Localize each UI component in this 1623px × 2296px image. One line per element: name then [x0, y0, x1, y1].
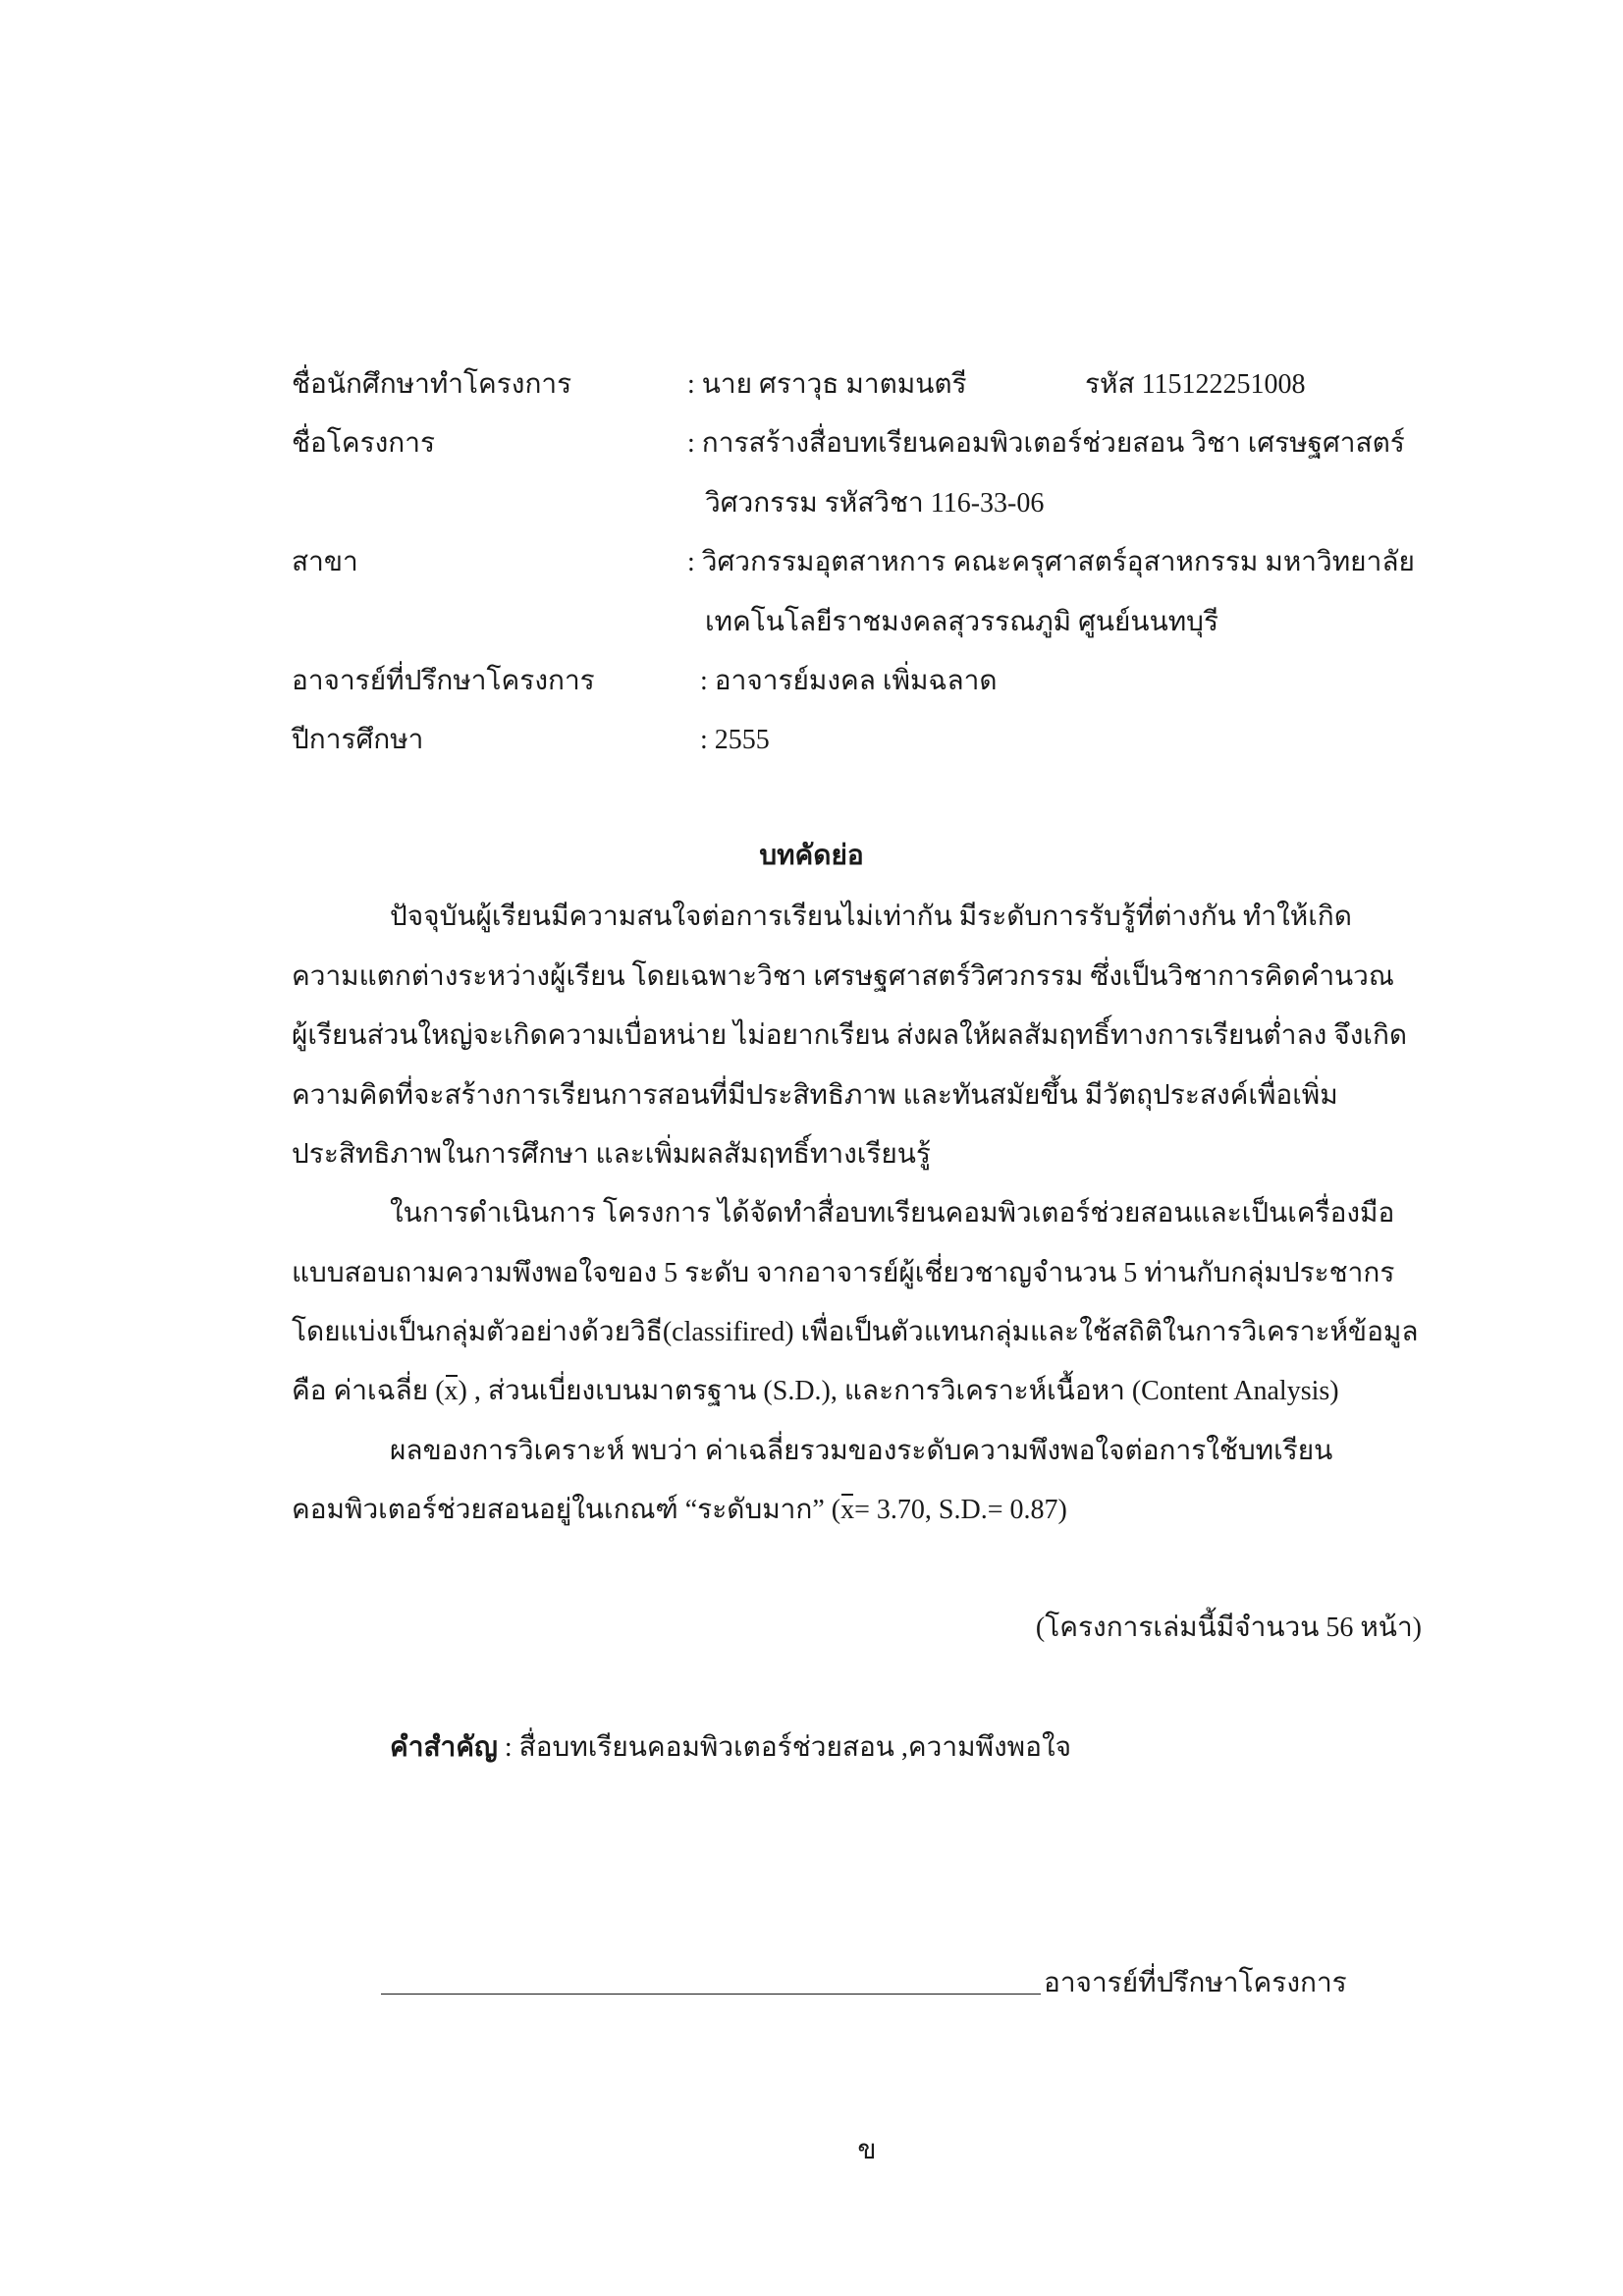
page-number: ข — [857, 2135, 877, 2165]
student-label: ชื่อนักศึกษาทำโครงการ — [292, 369, 572, 400]
year-value: : 2555 — [700, 725, 770, 755]
text-segment: ) , ส่วนเบี่ยงเบนมาตรฐาน (S.D.), และการวิเคราะห์เนื้อหา (Content Analysis) — [458, 1376, 1339, 1406]
student-value: : นาย ศราวุธ มาตมนตรี — [687, 369, 967, 400]
signature-line — [381, 1994, 1041, 1995]
advisor-value: : อาจารย์มงคล เพิ่มฉลาด — [700, 666, 998, 696]
abstract-p1-line: ผู้เรียนส่วนใหญ่จะเกิดความเบื่อหน่าย ไม่อยากเรียน ส่งผลให้ผลสัมฤทธิ์ทางการเรียนต่ำลง จึงเกิด — [292, 1020, 1408, 1051]
mean-symbol: x — [445, 1372, 459, 1411]
abstract-p2-line: โดยแบ่งเป็นกลุ่มตัวอย่างด้วยวิธี(classifired) เพื่อเป็นตัวแทนกลุ่มและใช้สถิติในการวิเคราะห์ข้อมูล — [292, 1317, 1419, 1347]
abstract-p1-line: ประสิทธิภาพในการศึกษา และเพิ่มผลสัมฤทธิ์ทางเรียนรู้ — [292, 1139, 931, 1170]
abstract-p2-last-line — [292, 1372, 1411, 1411]
text-segment: คอมพิวเตอร์ช่วยสอนอยู่ในเกณฑ์ “ระดับมาก” ( — [292, 1495, 841, 1525]
advisor-label: อาจารย์ที่ปรึกษาโครงการ — [292, 666, 595, 696]
abstract-p1-line: ความคิดที่จะสร้างการเรียนการสอนที่มีประสิทธิภาพ และทันสมัยขึ้น มีวัตถุประสงค์เพื่อเพิ่ม — [292, 1080, 1338, 1111]
abstract-p1-line: ปัจจุบันผู้เรียนมีความสนใจต่อการเรียนไม่เท่ากัน มีระดับการรับรู้ที่ต่างกัน ทำให้เกิด — [390, 902, 1352, 932]
text-segment: คือ ค่าเฉลี่ย ( — [292, 1376, 445, 1406]
abstract-p2-line: ในการดำเนินการ โครงการ ได้จัดทำสื่อบทเรียนคอมพิวเตอร์ช่วยสอนและเป็นเครื่องมือ — [390, 1198, 1395, 1229]
abstract-p3-line: ผลของการวิเคราะห์ พบว่า ค่าเฉลี่ยรวมของระดับความพึงพอใจต่อการใช้บทเรียน — [390, 1436, 1333, 1466]
student-id: รหัส 115122251008 — [1085, 369, 1306, 400]
abstract-p3-line-2 — [292, 1491, 1411, 1530]
mean-symbol: x — [840, 1491, 854, 1530]
text-segment: = 3.70, S.D.= 0.87) — [854, 1495, 1067, 1525]
project-label: ชื่อโครงการ — [292, 428, 436, 459]
year-label: ปีการศึกษา — [292, 725, 424, 755]
signature-caption: อาจารย์ที่ปรึกษาโครงการ — [1044, 1968, 1347, 1998]
abstract-p1-line: ความแตกต่างระหว่างผู้เรียน โดยเฉพาะวิชา เศรษฐศาสตร์วิศวกรรม ซึ่งเป็นวิชาการคิดคำนวณ — [292, 961, 1394, 992]
keywords-value: : สื่อบทเรียนคอมพิวเตอร์ช่วยสอน ,ความพึงพอใจ — [497, 1732, 1072, 1763]
branch-label: สาขา — [292, 547, 358, 577]
abstract-title: บทคัดย่อ — [759, 841, 864, 871]
project-line-1: : การสร้างสื่อบทเรียนคอมพิวเตอร์ช่วยสอน วิชา เศรษฐศาสตร์ — [687, 428, 1405, 459]
abstract-p2-line: แบบสอบถามความพึงพอใจของ 5 ระดับ จากอาจารย์ผู้เชี่ยวชาญจำนวน 5 ท่านกับกลุ่มประชากร — [292, 1258, 1395, 1288]
keywords-label: คำสำคัญ — [390, 1732, 498, 1763]
project-line-2: วิศวกรรม รหัสวิชา 116-33-06 — [705, 488, 1045, 519]
keywords-line — [390, 1728, 1071, 1768]
page-count-note: (โครงการเล่มนี้มีจำนวน 56 หน้า) — [1035, 1613, 1422, 1643]
branch-line-1: : วิศวกรรมอุตสาหการ คณะครุศาสตร์อุสาหกรรม มหาวิทยาลัย — [687, 547, 1415, 577]
branch-line-2: เทคโนโลยีราชมงคลสุวรรณภูมิ ศูนย์นนทบุรี — [705, 607, 1218, 637]
